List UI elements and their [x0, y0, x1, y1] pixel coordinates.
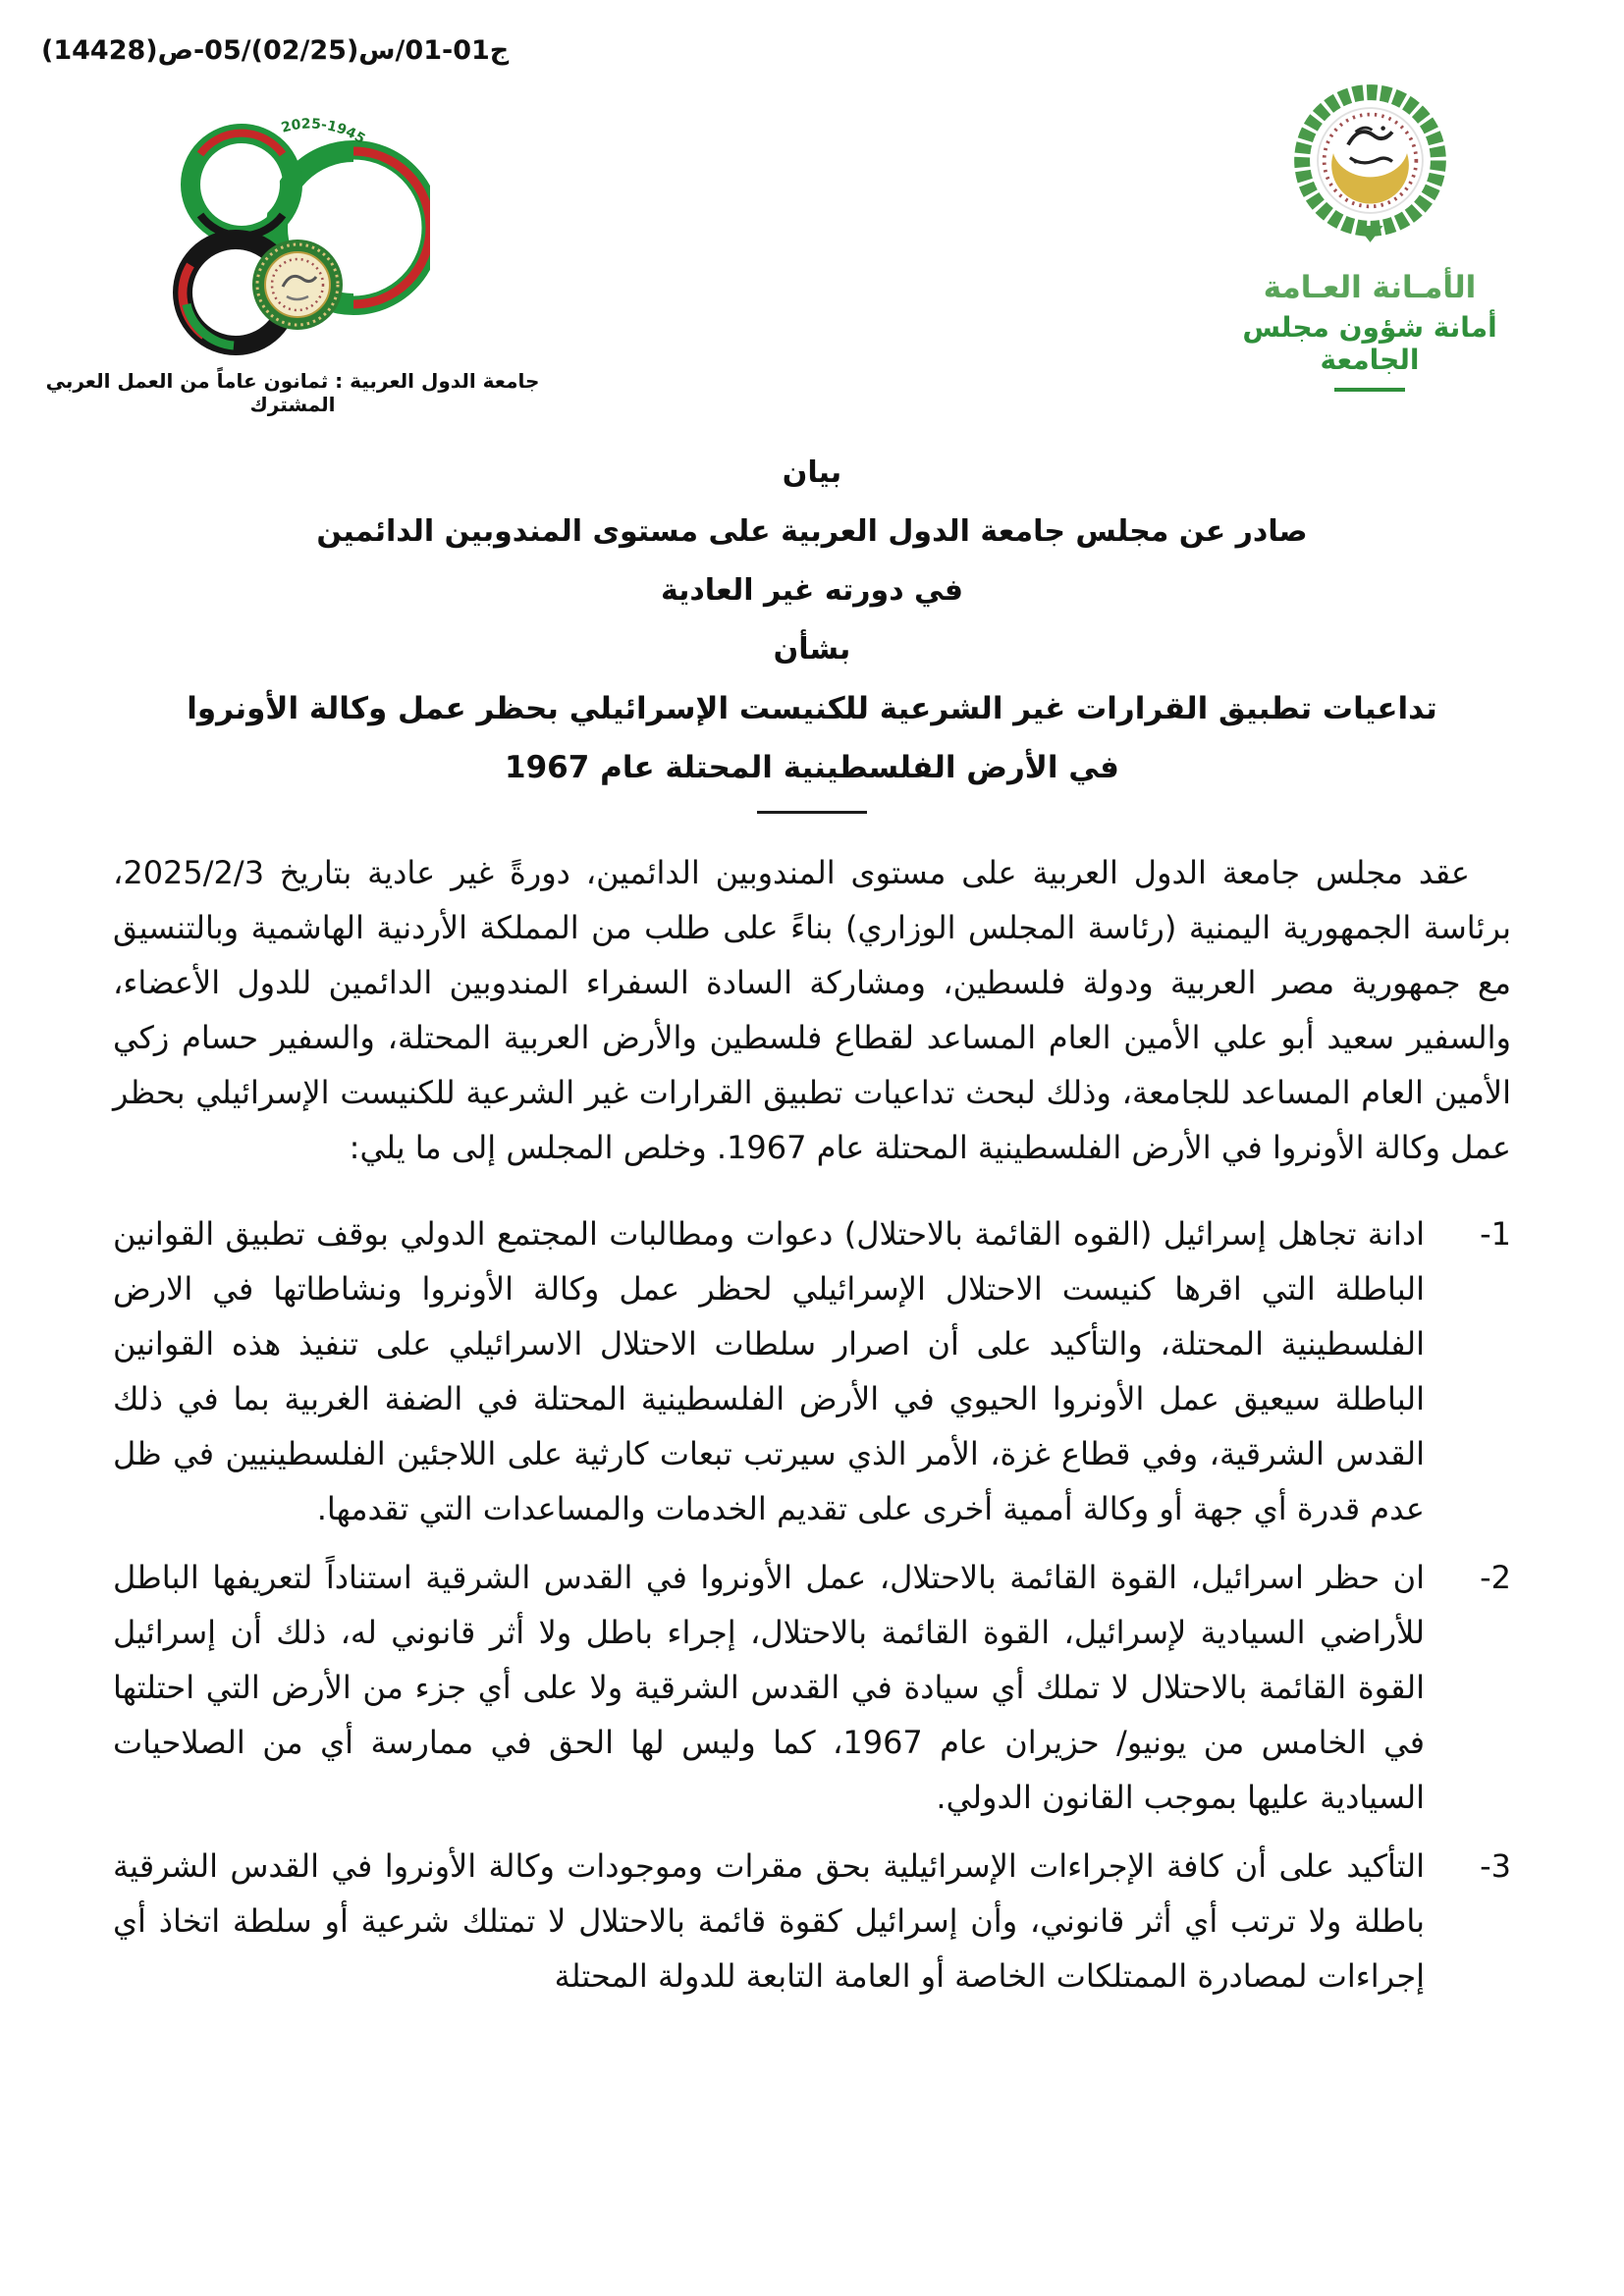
- statement-title-block: [113, 444, 1511, 814]
- left-logo-caption: جامعة الدول العربية : ثمانون عاماً من العمل العربي المشترك: [45, 369, 540, 416]
- general-secretariat-title: الأمـانة العـامة: [1263, 270, 1477, 305]
- title-line-issued-by: صادر عن مجلس جامعة الدول العربية على مستوى المندوبين الدائمين: [316, 514, 1308, 549]
- list-item-3-number: -3: [1480, 1847, 1511, 1885]
- title-line-regarding: بشأن: [773, 632, 851, 667]
- arab-league-80th-anniversary-logo-icon: [135, 79, 430, 365]
- intro-paragraph: عقد مجلس جامعة الدول العربية على مستوى المندوبين الدائمين، دورةً غير عادية بتاريخ 2025/2/3، برئاسة الجمهورية اليمنية (رئاسة المجلس الوزاري) بناءً على طلب من المملكة الأردنية الهاشمية وبالتنسيق مع جمهورية مصر العربية ودولة فلسطين، ومشاركة السادة السفراء المندوبين الدائمين للدول الأعضاء، والسفير سعيد أبو علي الأمين العام المساعد لقطاع فلسطين والأرض العربية المحتلة، والسفير حسام زكي الأمين العام المساعد للجامعة، وذلك لبحث تداعيات تطبيق القرارات غير الشرعية للكنيست الإسرائيلي بحظر عمل وكالة الأونروا في الأرض الفلسطينية المحتلة عام 1967. وخلص المجلس إلى ما يلي:: [113, 854, 1511, 1166]
- title-line-subject: تداعيات تطبيق القرارات غير الشرعية للكنيست الإسرائيلي بحظر عمل وكالة الأونروا: [187, 691, 1437, 726]
- list-item-2-number: -2: [1480, 1559, 1511, 1596]
- svg-text:2025-1945: [280, 117, 368, 148]
- title-line-session: في دورته غير العادية: [660, 573, 964, 608]
- title-line-bayan: بيان: [782, 455, 842, 490]
- subtitle-divider: [1334, 388, 1405, 392]
- list-item-3-text: التأكيد على أن كافة الإجراءات الإسرائيلية بحق مقرات وموجودات وكالة الأونروا في القدس الشرقية باطلة ولا ترتب أي أثر قانوني، وأن إسرائيل كقوة قائمة بالاحتلال لا تمتلك شرعية أو سلطة اتخاذ أي إجراءات لمصادرة الممتلكات الخاصة أو العامة التابعة للدولة المحتلة: [113, 1847, 1425, 1995]
- title-divider: [757, 811, 867, 814]
- title-line-subject-2: في الأرض الفلسطينية المحتلة عام 1967: [505, 750, 1119, 785]
- anniversary-years-label: 2025-1945: [279, 116, 368, 148]
- list-item-1-text: ادانة تجاهل إسرائيل (القوه القائمة بالاحتلال) دعوات ومطالبات المجتمع الدولي بوقف تطبيق القوانين الباطلة التي اقرها كنيست الاحتلال الإسرائيلي لحظر عمل وكالة الأونروا ونشاطاتها في الارض الفلسطينية المحتلة، والتأكيد على أن اصرار سلطات الاحتلال الاسرائيلي على تنفيذ هذه القوانين الباطلة سيعيق عمل الأونروا الحيوي في الأرض الفلسطينية المحتلة في الضفة الغربية بما في ذلك القدس الشرقية، وفي قطاع غزة، الأمر الذي سيرتب تبعات كارثية على اللاجئين الفلسطينيين في ظل عدم قدرة أي جهة أو وكالة أممية أخرى على تقديم الخدمات والمساعدات التي تقدمها.: [113, 1215, 1425, 1527]
- list-item-1: [113, 1206, 1511, 1536]
- secretariat-block: [1193, 67, 1546, 392]
- list-item-2-text: ان حظر اسرائيل، القوة القائمة بالاحتلال، عمل الأونروا في القدس الشرقية استناداً لتعريفها الباطل للأراضي السيادية لإسرائيل، القوة القائمة بالاحتلال، إجراء باطل ولا أثر قانوني له، ذلك أن إسرائيل القوة القائمة بالاحتلال لا تملك أي سيادة في القدس الشرقية ولا على أي جزء من الأرض التي احتلتها في الخامس من يونيو/ حزيران عام 1967، كما وليس لها الحق في ممارسة أي من الصلاحيات السيادية عليها بموجب القانون الدولي.: [113, 1559, 1426, 1816]
- reference-number: ج01-01/س(02/25)/05-ص(14428): [41, 35, 510, 66]
- list-item-2: [113, 1550, 1511, 1825]
- council-affairs-secretariat-subtitle: أمانة شؤون مجلس الجامعة: [1242, 311, 1497, 376]
- arab-league-emblem-icon: [1260, 67, 1481, 268]
- list-item-1-number: -1: [1480, 1215, 1511, 1253]
- list-item-3: [113, 1839, 1511, 2003]
